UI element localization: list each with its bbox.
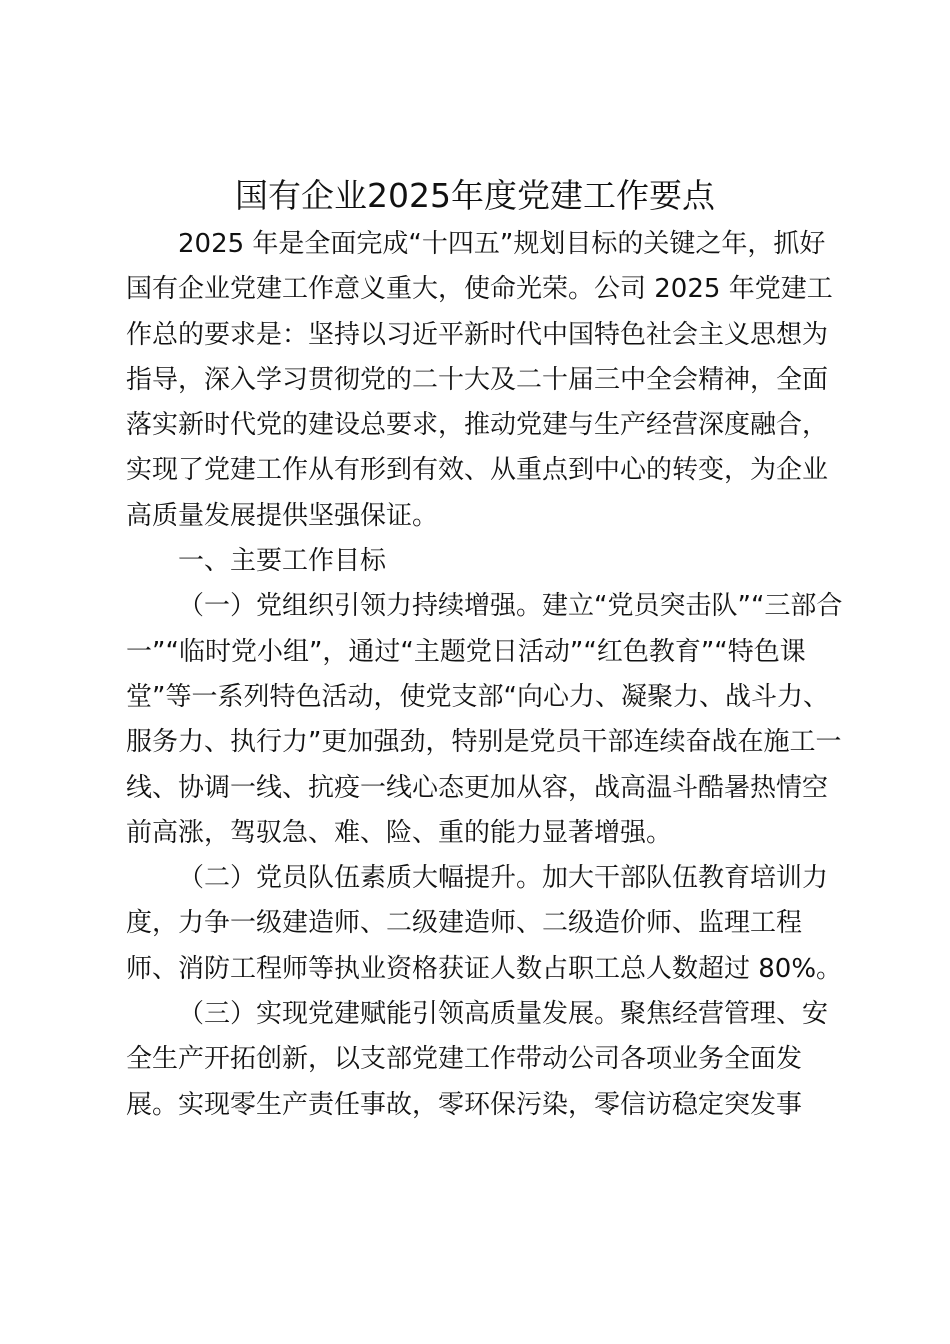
- text-line: （三）实现党建赋能引领高质量发展。聚焦经营管理、安: [178, 999, 829, 1030]
- intro-paragraph: [126, 222, 834, 539]
- text-line: 师、消防工程师等执业资格获证人数占职工总人数超过 80%。: [126, 953, 843, 984]
- text-line: 国有企业党建工作意义重大，使命光荣。公司 2025 年党建工: [126, 274, 833, 305]
- goal-item-2: [126, 856, 843, 992]
- text-line: 全生产开拓创新，以支部党建工作带动公司各项业务全面发: [126, 1044, 803, 1075]
- document-body: [126, 222, 843, 1128]
- text-line: 一”“临时党小组”，通过“主题党日活动”“红色教育”“特色课: [126, 636, 806, 667]
- text-line: 前高涨，驾驭急、难、险、重的能力显著增强。: [126, 817, 673, 848]
- text-line: 落实新时代党的建设总要求，推动党建与生产经营深度融合，: [126, 410, 829, 441]
- text-line: 展。实现零生产责任事故，零环保污染，零信访稳定突发事: [126, 1089, 803, 1120]
- text-line: 一、主要工作目标: [178, 546, 387, 577]
- text-line: 服务力、执行力”更加强劲，特别是党员干部连续奋战在施工一: [126, 727, 842, 758]
- text-line: 指导，深入学习贯彻党的二十大及二十届三中全会精神，全面: [126, 364, 829, 395]
- goal-item-3: [126, 992, 834, 1128]
- text-line: 高质量发展提供坚强保证。: [126, 500, 439, 531]
- text-line: （一）党组织引领力持续增强。建立“党员突击队”“三部合: [178, 591, 843, 622]
- text-line: 作总的要求是：坚持以习近平新时代中国特色社会主义思想为: [126, 319, 829, 350]
- text-line: 堂”等一系列特色活动，使党支部“向心力、凝聚力、战斗力、: [126, 681, 829, 712]
- text-line: 线、协调一线、抗疫一线心态更加从容，战高温斗酷暑热情空: [126, 772, 829, 803]
- section-heading: [126, 539, 834, 584]
- goal-item-1: [126, 584, 843, 856]
- text-line: 2025 年是全面完成“十四五”规划目标的关键之年，抓好: [178, 229, 826, 259]
- text-line: 实现了党建工作从有形到有效、从重点到中心的转变，为企业: [126, 455, 829, 486]
- text-line: （二）党员队伍素质大幅提升。加大干部队伍教育培训力: [178, 863, 829, 894]
- text-line: 度，力争一级建造师、二级建造师、二级造价师、监理工程: [126, 908, 803, 939]
- document-title: 国有企业2025年度党建工作要点: [235, 176, 715, 215]
